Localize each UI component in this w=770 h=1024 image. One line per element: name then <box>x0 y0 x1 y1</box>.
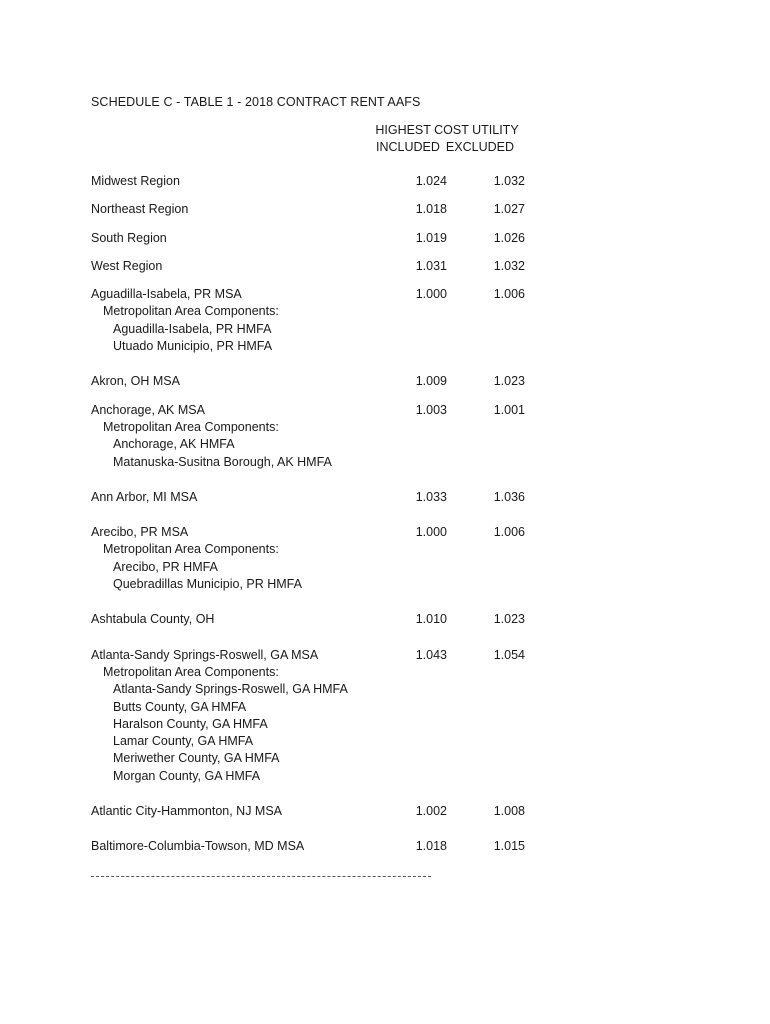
header-excluded: EXCLUDED <box>445 140 514 154</box>
area-name: Anchorage, AK MSA <box>91 402 205 417</box>
value-excluded: 1.036 <box>493 489 525 504</box>
header-included: INCLUDED <box>376 140 440 154</box>
value-excluded: 1.006 <box>493 525 525 540</box>
component-item: Quebradillas Municipio, PR HMFA <box>113 577 302 592</box>
table-row <box>91 402 551 471</box>
row-main-line <box>91 258 551 275</box>
components-label: Metropolitan Area Components: <box>103 542 279 557</box>
row-main-line <box>91 230 551 247</box>
value-included: 1.019 <box>415 230 447 245</box>
area-name: South Region <box>91 230 167 245</box>
area-name: Midwest Region <box>91 174 180 188</box>
component-item: Atlanta-Sandy Springs-Roswell, GA HMFA <box>113 682 348 697</box>
components-label: Metropolitan Area Components: <box>103 664 279 679</box>
area-name: Atlanta-Sandy Springs-Roswell, GA MSA <box>91 647 319 662</box>
component-item: Haralson County, GA HMFA <box>113 716 268 731</box>
area-name: West Region <box>91 258 163 273</box>
value-included: 1.031 <box>415 258 447 273</box>
table-row <box>91 201 551 218</box>
row-main-line <box>91 286 551 303</box>
value-included: 1.033 <box>415 489 447 504</box>
value-excluded: 1.008 <box>493 804 525 819</box>
row-main-line <box>91 173 551 190</box>
aaf-table <box>91 173 551 856</box>
area-name: Arecibo, PR MSA <box>91 525 189 540</box>
area-name: Ann Arbor, MI MSA <box>91 489 198 504</box>
value-excluded: 1.032 <box>493 258 525 273</box>
area-name: Ashtabula County, OH <box>91 612 215 627</box>
value-included: 1.043 <box>415 647 447 662</box>
row-main-line <box>91 524 551 541</box>
table-row <box>91 173 551 190</box>
component-item: Matanuska-Susitna Borough, AK HMFA <box>113 454 332 469</box>
components-label: Metropolitan Area Components: <box>103 304 279 319</box>
table-row <box>91 611 551 628</box>
area-name: Atlantic City-Hammonton, NJ MSA <box>91 804 283 819</box>
row-main-line <box>91 402 551 419</box>
value-included: 1.000 <box>415 287 447 302</box>
component-item: Arecibo, PR HMFA <box>113 559 218 574</box>
component-item: Meriwether County, GA HMFA <box>113 751 280 766</box>
components-label: Metropolitan Area Components: <box>103 419 279 434</box>
value-excluded: 1.001 <box>493 402 525 417</box>
value-included: 1.003 <box>415 402 447 417</box>
component-item: Morgan County, GA HMFA <box>113 768 261 783</box>
value-included: 1.018 <box>415 839 447 854</box>
value-included: 1.010 <box>415 612 447 627</box>
row-main-line <box>91 647 551 664</box>
footer-dashed-rule <box>91 876 431 877</box>
value-excluded: 1.015 <box>493 839 525 854</box>
table-row <box>91 258 551 275</box>
page-title: SCHEDULE C - TABLE 1 - 2018 CONTRACT RENT AAFS <box>91 95 421 109</box>
value-excluded: 1.054 <box>493 647 525 662</box>
table-row <box>91 230 551 247</box>
table-row <box>91 489 551 506</box>
table-row <box>91 838 551 855</box>
area-name: Baltimore-Columbia-Towson, MD MSA <box>91 839 305 854</box>
value-excluded: 1.006 <box>493 287 525 302</box>
row-main-line <box>91 201 551 218</box>
area-name: Aguadilla-Isabela, PR MSA <box>91 287 242 302</box>
value-excluded: 1.023 <box>493 612 525 627</box>
area-name: Akron, OH MSA <box>91 374 180 389</box>
column-header <box>372 122 522 156</box>
value-excluded: 1.032 <box>493 174 525 188</box>
row-main-line <box>91 803 551 820</box>
table-row <box>91 286 551 355</box>
value-excluded: 1.027 <box>493 202 525 217</box>
value-included: 1.024 <box>415 174 447 188</box>
value-excluded: 1.026 <box>493 230 525 245</box>
value-included: 1.000 <box>415 525 447 540</box>
value-included: 1.002 <box>415 804 447 819</box>
component-item: Lamar County, GA HMFA <box>113 734 254 749</box>
value-included: 1.009 <box>415 374 447 389</box>
component-item: Anchorage, AK HMFA <box>113 437 235 452</box>
row-main-line <box>91 373 551 390</box>
table-row <box>91 373 551 390</box>
row-main-line <box>91 489 551 506</box>
value-included: 1.018 <box>415 202 447 217</box>
header-line-utility: HIGHEST COST UTILITY <box>375 123 519 137</box>
component-item: Utuado Municipio, PR HMFA <box>113 339 273 354</box>
component-item: Butts County, GA HMFA <box>113 699 247 714</box>
row-main-line <box>91 611 551 628</box>
table-row <box>91 647 551 785</box>
table-row <box>91 524 551 593</box>
value-excluded: 1.023 <box>493 374 525 389</box>
row-main-line <box>91 838 551 855</box>
table-row <box>91 803 551 820</box>
header-columns <box>372 139 522 156</box>
area-name: Northeast Region <box>91 202 189 217</box>
component-item: Aguadilla-Isabela, PR HMFA <box>113 321 272 336</box>
